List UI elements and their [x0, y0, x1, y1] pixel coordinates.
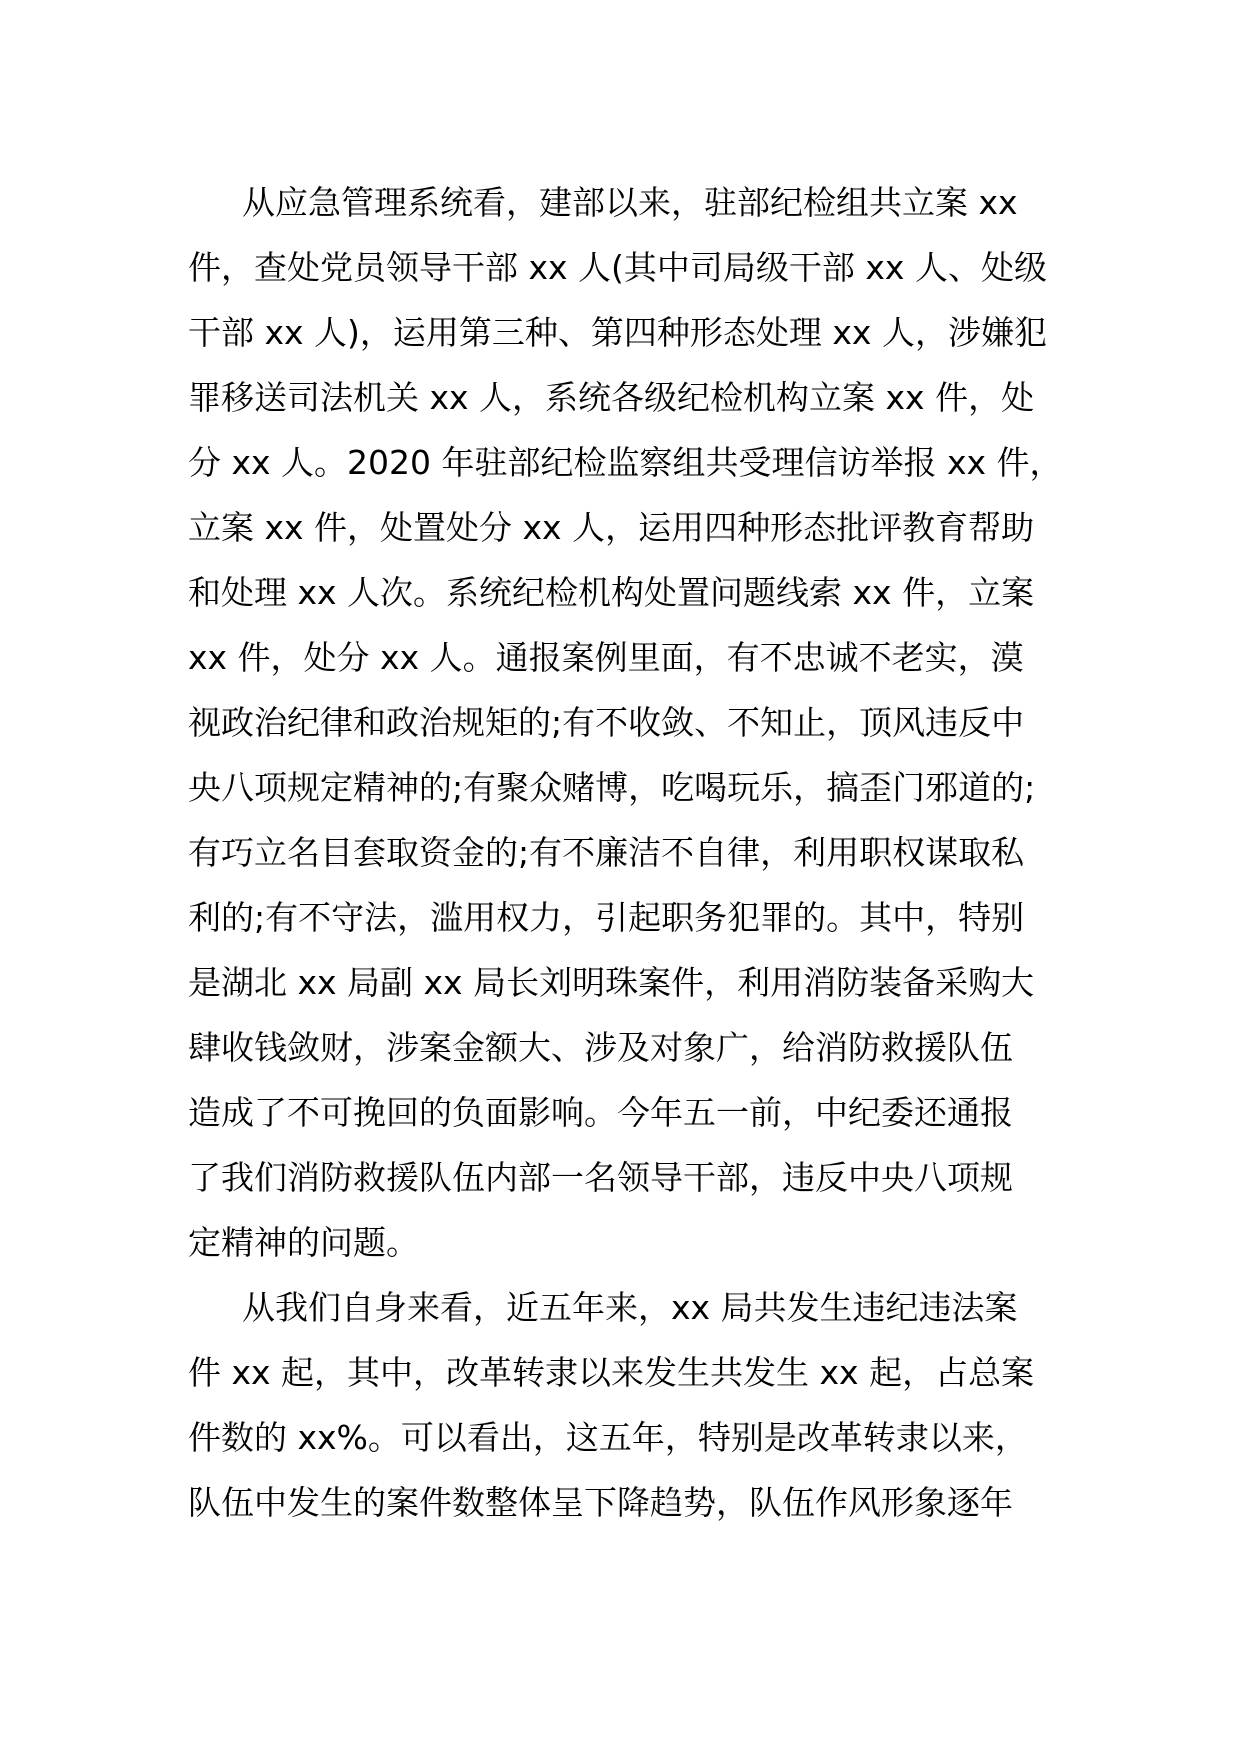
paragraph-line: 定精神的问题。	[188, 1223, 419, 1262]
paragraph-line: 干部 xx 人)，运用第三种、第四种形态处理 xx 人，涉嫌犯	[188, 313, 1047, 352]
document-body	[188, 170, 1063, 1535]
paragraph-line: 罪移送司法机关 xx 人，系统各级纪检机构立案 xx 件，处	[188, 378, 1035, 417]
paragraph-line: 造成了不可挽回的负面影响。今年五一前，中纪委还通报	[188, 1093, 1013, 1132]
paragraph-line: 肆收钱敛财，涉案金额大、涉及对象广，给消防救援队伍	[188, 1028, 1013, 1067]
paragraph-line: 了我们消防救援队伍内部一名领导干部，违反中央八项规	[188, 1158, 1013, 1197]
paragraph-line: 央八项规定精神的;有聚众赌博，吃喝玩乐，搞歪门邪道的;	[188, 768, 1036, 807]
paragraph-line: 有巧立名目套取资金的;有不廉洁不自律，利用职权谋取私	[188, 833, 1025, 872]
paragraph-line: 件 xx 起，其中，改革转隶以来发生共发生 xx 起，占总案	[188, 1353, 1035, 1392]
paragraph-line: 件数的 xx%。可以看出，这五年，特别是改革转隶以来，	[188, 1418, 1028, 1457]
paragraph-line: 队伍中发生的案件数整体呈下降趋势，队伍作风形象逐年	[188, 1483, 1013, 1522]
paragraph-line: 利的;有不守法，滥用权力，引起职务犯罪的。其中，特别	[188, 898, 1025, 937]
paragraph-line: 从我们自身来看，近五年来，xx 局共发生违纪违法案	[242, 1288, 1018, 1327]
paragraph-line: 立案 xx 件，处置处分 xx 人，运用四种形态批评教育帮助	[188, 508, 1035, 547]
paragraph-line: 分 xx 人。2020 年驻部纪检监察组共受理信访举报 xx 件，	[188, 443, 1063, 482]
paragraph-line: 是湖北 xx 局副 xx 局长刘明珠案件，利用消防装备采购大	[188, 963, 1035, 1002]
paragraph-line: xx 件，处分 xx 人。通报案例里面，有不忠诚不老实，漠	[188, 638, 1024, 677]
paragraph-2	[188, 1275, 1058, 1535]
paragraph-line: 从应急管理系统看，建部以来，驻部纪检组共立案 xx	[242, 183, 1018, 222]
paragraph-line: 和处理 xx 人次。系统纪检机构处置问题线索 xx 件，立案	[188, 573, 1035, 612]
paragraph-line: 件，查处党员领导干部 xx 人(其中司局级干部 xx 人、处级	[188, 248, 1047, 287]
paragraph-line: 视政治纪律和政治规矩的;有不收敛、不知止，顶风违反中	[188, 703, 1025, 742]
paragraph-1	[188, 170, 1063, 1275]
